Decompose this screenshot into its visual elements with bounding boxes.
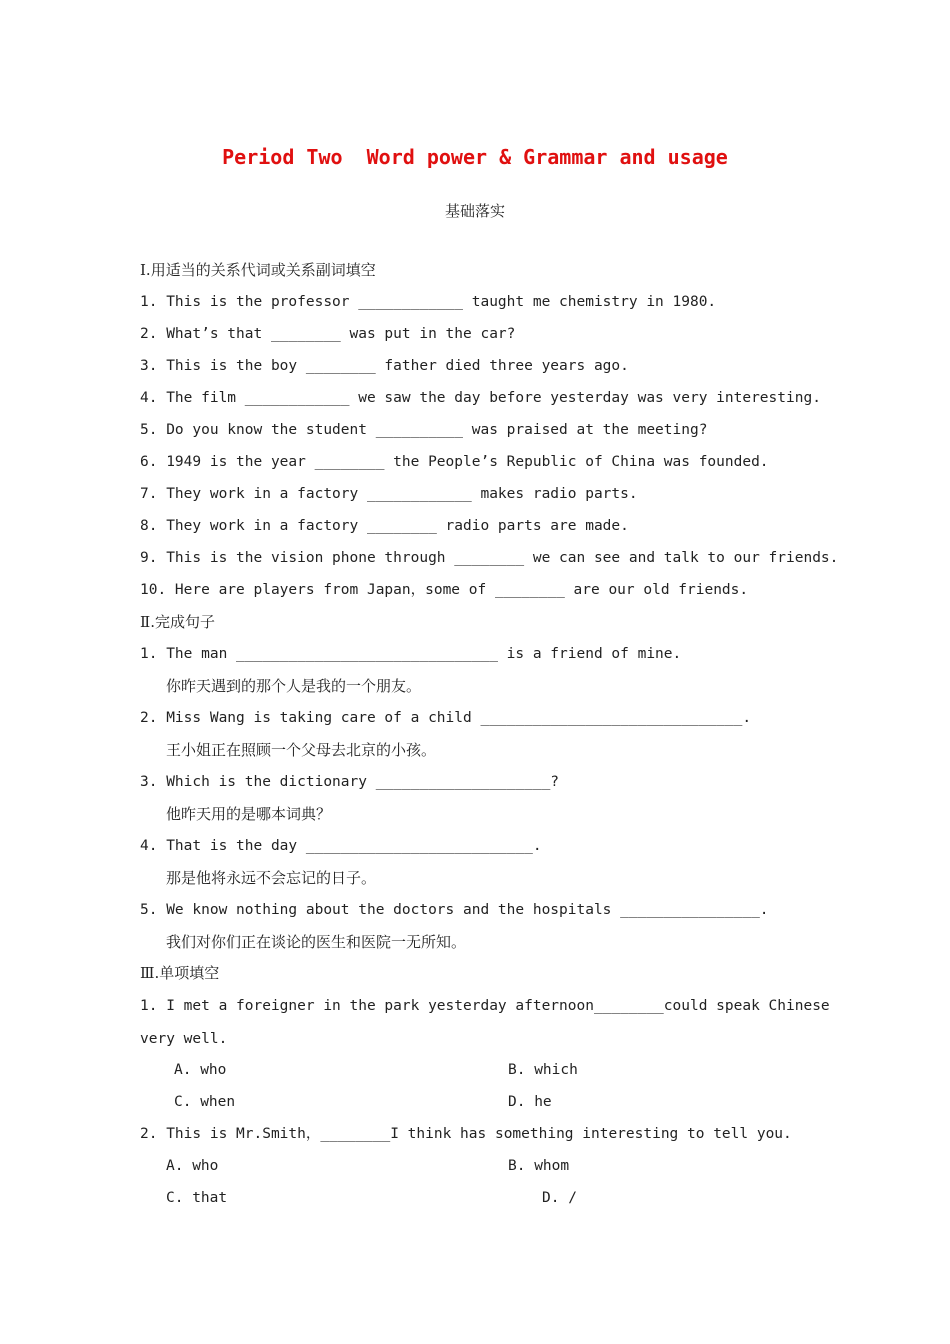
translation-line: 你昨天遇到的那个人是我的一个朋友。 xyxy=(166,677,422,695)
sentence-line: 1. The man ______________________________ is a friend of mine. xyxy=(140,646,682,662)
question-line: 10. Here are players from Japan，some of ________ are our old friends. xyxy=(140,582,749,598)
section3-heading: Ⅲ.单项填空 xyxy=(140,964,220,982)
sentence-line: 5. We know nothing about the doctors and the hospitals ________________. xyxy=(140,902,769,918)
option-d: D. he xyxy=(508,1094,552,1110)
translation-line: 那是他将永远不会忘记的日子。 xyxy=(166,869,377,887)
sentence-line: 3. Which is the dictionary ____________________? xyxy=(140,774,560,790)
section1-heading: Ⅰ.用适当的关系代词或关系副词填空 xyxy=(140,261,376,279)
option-c: C. when xyxy=(174,1094,236,1110)
translation-line: 我们对你们正在谈论的医生和医院一无所知。 xyxy=(166,933,467,951)
question-line: 5. Do you know the student __________ was praised at the meeting? xyxy=(140,422,708,438)
option-d: D. / xyxy=(542,1190,577,1206)
mc-question-continued: very well. xyxy=(140,1031,228,1047)
section2-heading: Ⅱ.完成句子 xyxy=(140,613,215,631)
question-line: 6. 1949 is the year ________ the People’s Republic of China was founded. xyxy=(140,454,769,470)
translation-line: 他昨天用的是哪本词典？ xyxy=(166,805,332,823)
question-line: 7. They work in a factory ____________ makes radio parts. xyxy=(140,486,638,502)
sentence-line: 2. Miss Wang is taking care of a child ______________________________. xyxy=(140,710,752,726)
option-a: A. who xyxy=(166,1158,219,1174)
option-c: C. that xyxy=(166,1190,228,1206)
sentence-line: 4. That is the day __________________________. xyxy=(140,838,542,854)
option-b: B. which xyxy=(508,1062,578,1078)
page-title: Period Two Word power & Grammar and usage xyxy=(222,145,728,169)
option-b: B. whom xyxy=(508,1158,570,1174)
question-line: 2. What’s that ________ was put in the car? xyxy=(140,326,516,342)
page-subtitle: 基础落实 xyxy=(444,202,505,220)
option-a: A. who xyxy=(174,1062,227,1078)
question-line: 8. They work in a factory ________ radio parts are made. xyxy=(140,518,629,534)
question-line: 3. This is the boy ________ father died three years ago. xyxy=(140,358,629,374)
question-line: 1. This is the professor ____________ taught me chemistry in 1980. xyxy=(140,294,717,310)
question-line: 9. This is the vision phone through ________ we can see and talk to our friends. xyxy=(140,550,839,566)
question-line: 4. The film ____________ we saw the day before yesterday was very interesting. xyxy=(140,390,821,406)
translation-line: 王小姐正在照顾一个父母去北京的小孩。 xyxy=(166,741,437,759)
mc-question: 1. I met a foreigner in the park yesterday afternoon________could speak Chinese xyxy=(140,998,830,1014)
mc-question: 2. This is Mr.Smith，________I think has something interesting to tell you. xyxy=(140,1126,792,1142)
